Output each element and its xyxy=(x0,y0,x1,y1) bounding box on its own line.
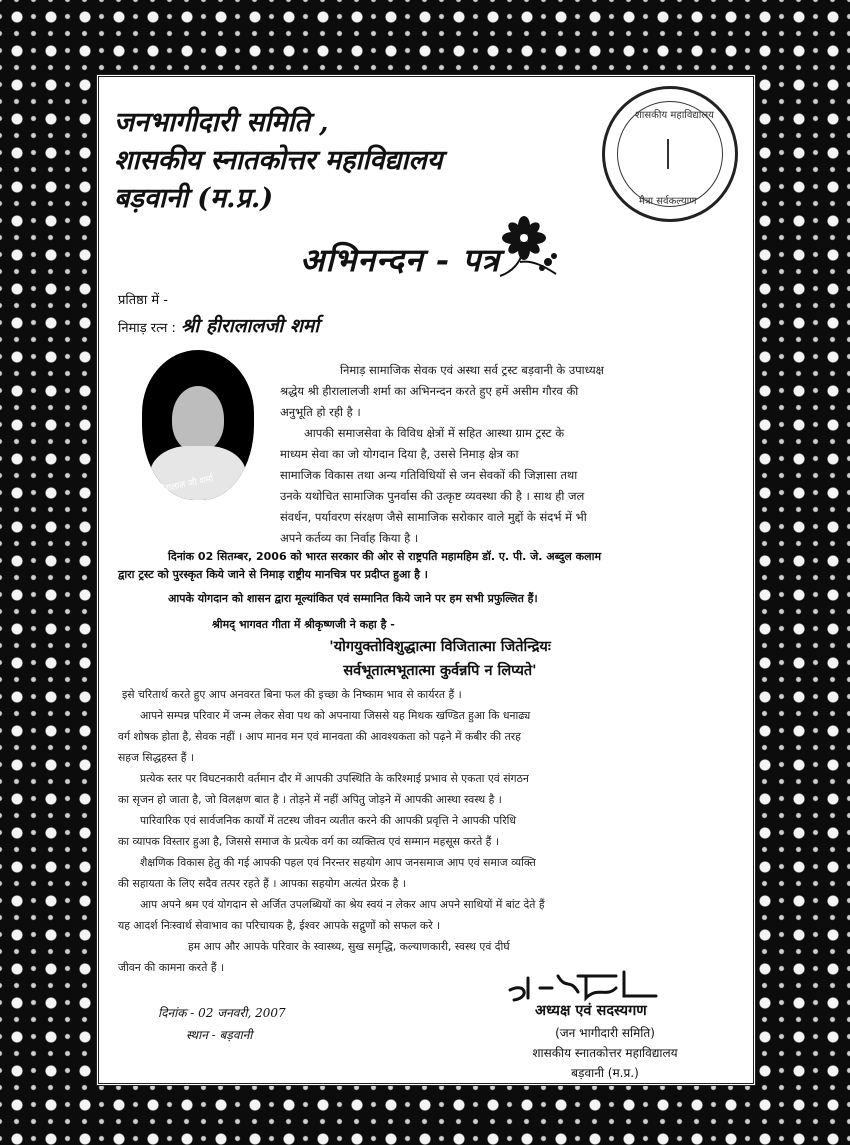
text-line: प्रत्येक स्तर पर विघटनकारी वर्तमान दौर में आपकी उपस्थिति के करिश्माई प्रभाव से एकता एवं संगठन xyxy=(140,772,529,785)
text-line: श्रद्धेय श्री हीरालालजी शर्मा का अभिनन्दन करते हुए हमें असीम गौरव की xyxy=(280,384,579,398)
issue-place: स्थान - बड़वानी xyxy=(186,1028,253,1042)
gita-intro: श्रीमद् भागवत गीता में श्रीकृष्णजी ने कहा है - xyxy=(212,618,395,631)
recipient-name: श्री हीरालालजी शर्मा xyxy=(180,315,320,337)
text-line: आप अपने श्रम एवं योगदान से अर्जित उपलब्धियों का श्रेय स्वयं न लेकर आप अपने साथियों में बांट देते हैं xyxy=(140,898,545,911)
shloka-line2: सर्वभूतात्मभूतात्मा कुर्वन्नपि न लिप्यते' xyxy=(343,663,537,679)
text-line: अपने कर्तव्य का निर्वाह किया है । xyxy=(280,531,419,545)
text-line: पारिवारिक एवं सार्वजनिक कार्यों में तटस्थ जीवन व्यतीत करने की आपकी प्रवृत्ति ने आपकी परिधि xyxy=(140,814,517,827)
title-block xyxy=(300,238,500,281)
text-line: का सृजन हो जाता है, जो विलक्षण बात है । तोड़ने में नहीं अपितु जोड़ने में आपकी आस्था स्वस्थ है । xyxy=(118,793,502,806)
flower-icon xyxy=(496,216,566,280)
text-line: वर्ग शोषक होता है, सेवक नहीं । आप मानव मन एवं मानवता की आवश्यकता को पढ़ने में कबीर की तरह xyxy=(118,730,521,743)
signature-scribble xyxy=(506,968,666,1004)
org-name-line3: बड़वानी (म.प्र.) xyxy=(114,183,274,214)
pride-line: आपके योगदान को शासन द्वारा मूल्यांकित एवं सम्मानित किये जाने पर हम सभी प्रफुल्लित हैं। xyxy=(168,592,538,605)
text-line: माध्यम सेवा का जो योगदान दिया है, उससे निमाड़ क्षेत्र का xyxy=(280,447,519,461)
photo-caption: श्री हीरालाल जी शर्मा xyxy=(146,474,215,498)
college-seal: शासकीय महाविद्यालय मैत्रा सर्वकल्याण xyxy=(602,86,738,222)
text-line: दिनांक 02 सितम्बर, 2006 को भारत सरकार की ओर से राष्ट्रपति महामहिम डॉ. ए. पी. जे. अब्दुल कलाम xyxy=(168,550,602,563)
text-line: द्वारा ट्रस्ट को पुरस्कृत किये जाने से निमाड़ राष्ट्रीय मानचित्र पर प्रदीप्त हुआ है । xyxy=(118,568,428,581)
recipient-label: निमाड़ रत्न : xyxy=(118,321,176,336)
text-line: आपने सम्पन्न परिवार में जन्म लेकर सेवा पथ को अपनाया जिससे यह मिथक खण्डित हुआ कि धनाढ्य xyxy=(140,709,531,722)
award-paragraph xyxy=(118,548,748,584)
text-line: का व्यापक विस्तार हुआ है, जिससे समाज के प्रत्येक वर्ग का व्यक्तित्व एवं सम्मान महसूस करते हैं । xyxy=(118,835,499,848)
signatory-org1: (जन भागीदारी समिति) xyxy=(555,1026,655,1040)
certificate-title: अभिनन्दन - पत्र xyxy=(300,241,501,279)
text-line: यह आदर्श निःस्वार्थ सेवाभाव का परिचायक है, ईश्वर आपके सद्गुणों को सफल करे । xyxy=(118,919,441,932)
text-line: की सहायता के लिए सदैव तत्पर रहते हैं । आपका सहयोग अत्यंत प्रेरक है । xyxy=(118,877,406,890)
text-line: उनके यथोचित सामाजिक पुनर्वास की उत्कृष्ट व्यवस्था की है । साथ ही जल xyxy=(280,489,585,503)
text-line: सहज सिद्धहस्त हैं । xyxy=(118,751,194,764)
signatory-org2: शासकीय स्नातकोत्तर महाविद्यालय xyxy=(532,1046,678,1060)
text-line: हम आप और आपके परिवार के स्वास्थ्य, सुख समृद्धि, कल्याणकारी, स्वस्थ एवं दीर्घ xyxy=(188,940,510,953)
org-name-line1: जनभागीदारी समिति , xyxy=(114,107,329,138)
signatory-org3: बड़वानी (म.प्र.) xyxy=(571,1066,639,1080)
issue-date: दिनांक - 02 जनवरी, 2007 xyxy=(158,1006,286,1020)
recipient-line xyxy=(118,312,319,338)
text-line: इसे चरितार्थ करते हुए आप अनवरत बिना फल की इच्छा के निष्काम भाव से कार्यरत हैं । xyxy=(122,688,462,701)
text-line: शैक्षणिक विकास हेतु की गई आपकी पहल एवं निरन्तर सहयोग आप जनसमाज आप एवं समाज व्यक्ति xyxy=(140,856,536,869)
org-name-line2: शासकीय स्नातकोत्तर महाविद्यालय xyxy=(114,145,443,176)
text-line: निमाड़ सामाजिक सेवक एवं अस्था सर्व ट्रस्ट बड़वानी के उपाध्यक्ष xyxy=(340,363,604,377)
recipient-prefix: प्रतिष्ठा में - xyxy=(118,293,168,308)
body-text xyxy=(118,684,746,978)
intro-paragraph xyxy=(280,360,740,549)
shloka-line1: 'योगयुक्तोविशुद्धात्मा विजितात्मा जितेन्द्रियः xyxy=(329,639,551,655)
text-line: अनुभूति हो रही है । xyxy=(280,405,361,419)
text-line: जीवन की कामना करते हैं । xyxy=(118,961,225,974)
signatory-title: अध्यक्ष एवं सदस्यगण xyxy=(535,1003,647,1019)
text-line: आपकी समाजसेवा के विविध क्षेत्रों में सहित आस्था ग्राम ट्रस्ट के xyxy=(304,426,565,440)
text-line: सामाजिक विकास तथा अन्य गतिविधियों से जन सेवकों की जिज्ञासा तथा xyxy=(280,468,578,482)
text-line: संवर्धन, पर्यावरण संरक्षण जैसे सामाजिक सरोकार वाले मुद्दों के संदर्भ में भी xyxy=(280,510,587,524)
